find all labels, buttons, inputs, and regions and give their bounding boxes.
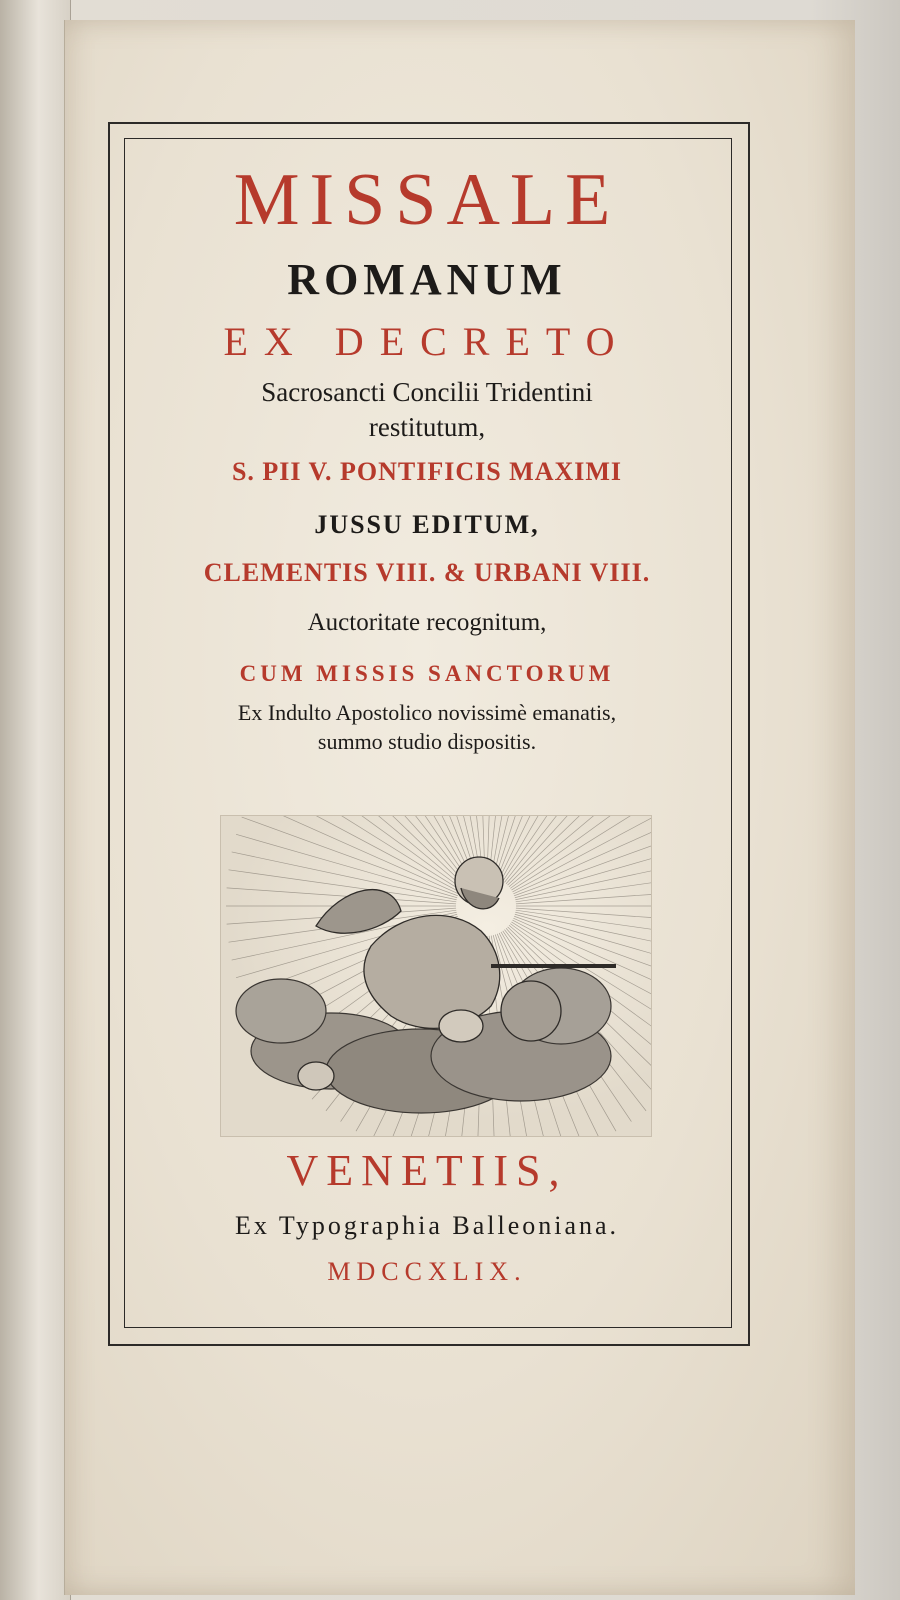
- title-romanum: ROMANUM: [287, 255, 567, 304]
- title-jussu-editum: JUSSU EDITUM,: [314, 510, 540, 539]
- title-clementis: CLEMENTIS VIII. & URBANI VIII.: [203, 558, 651, 587]
- title-auctoritate: Auctoritate recognitum,: [307, 609, 547, 636]
- title-ex-indulto: Ex Indulto Apostolico novissimè emanatis,: [237, 700, 617, 725]
- book-left-edge: [0, 0, 71, 1600]
- title-summo-studio: summo studio dispositis.: [317, 729, 537, 754]
- title-text-block: [124, 150, 730, 756]
- title-pii-v: S. PII V. PONTIFICIS MAXIMI: [231, 457, 623, 486]
- imprint-block: [124, 1140, 730, 1294]
- imprint-printer: Ex Typographia Balleoniana.: [234, 1211, 620, 1240]
- title-ex-decreto: EX DECRETO: [223, 319, 631, 364]
- title-missale: MISSALE: [233, 159, 621, 241]
- imprint-place: VENETIIS,: [286, 1146, 568, 1195]
- title-concilii: Sacrosancti Concilii Tridentini: [261, 377, 593, 407]
- title-restitutum: restitutum,: [368, 412, 486, 442]
- imprint-year: MDCCXLIX.: [327, 1257, 527, 1286]
- title-cum-missis: CUM MISSIS SANCTORUM: [239, 661, 615, 686]
- engraving-illustration: [220, 815, 652, 1137]
